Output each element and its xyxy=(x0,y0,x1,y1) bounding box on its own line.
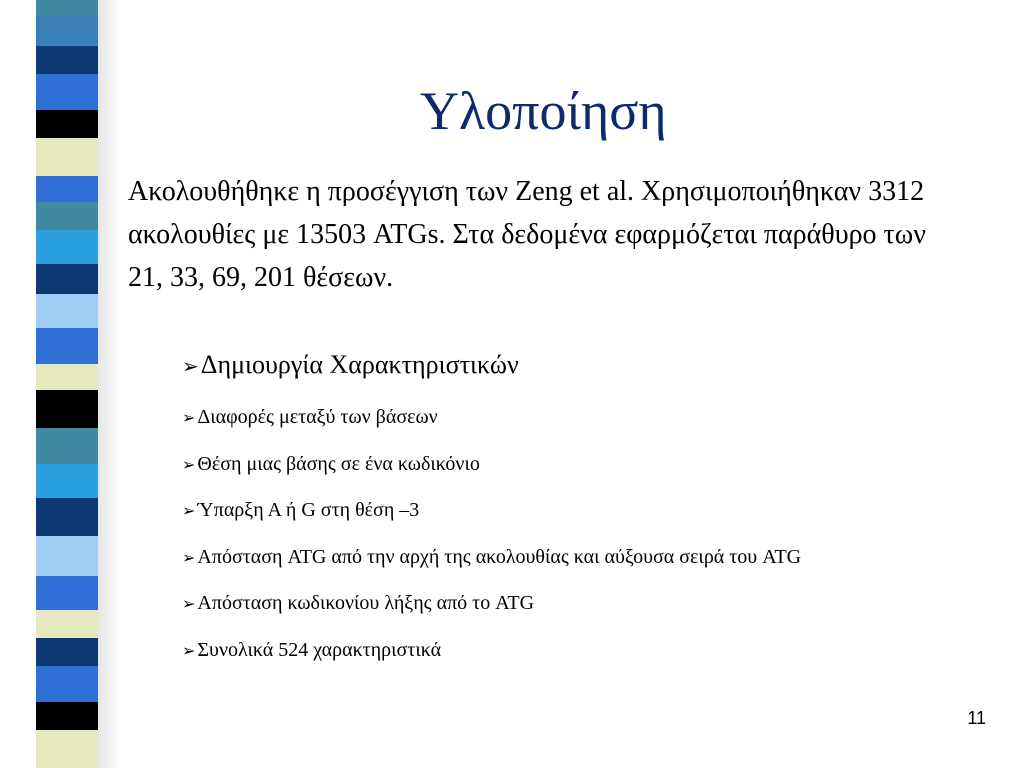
arrow-bullet-icon: ➢ xyxy=(182,354,199,378)
sub-bullet-text: Θέση μιας βάσης σε ένα κωδικόνιο xyxy=(197,452,480,475)
stripe-segment xyxy=(36,638,99,666)
stripe-segment xyxy=(36,0,99,16)
stripe-segment xyxy=(36,364,99,390)
arrow-bullet-icon: ➢ xyxy=(182,501,196,520)
slide-title: Υλοποίηση xyxy=(420,81,667,141)
intro-paragraph: Ακολουθήθηκε η προσέγγιση των Zeng et al. Χρησιμοποιήθηκαν 3312 ακολουθίες με 13503 ATGs. Στα δεδομένα εφαρμόζεται παράθυρο των 21, 33, 69, 201 θέσεων. xyxy=(128,176,926,293)
stripe-segment xyxy=(36,730,99,768)
arrow-bullet-icon: ➢ xyxy=(182,547,196,567)
stripe-segment xyxy=(36,498,99,536)
decorative-stripe-bar xyxy=(36,0,99,768)
sub-bullet-text: Απόσταση ATG από την αρχή της ακολουθίας και αύξουσα σειρά του ATG xyxy=(197,545,802,568)
sub-bullet xyxy=(182,453,1012,500)
sub-bullet-text: Συνολικά 524 χαρακτηριστικά xyxy=(197,638,442,661)
stripe-segment xyxy=(36,176,99,202)
stripe-segment xyxy=(36,536,99,576)
stripe-shadow xyxy=(98,0,120,768)
stripe-segment xyxy=(36,16,99,46)
stripe-segment xyxy=(36,610,99,638)
arrow-bullet-icon: ➢ xyxy=(182,408,196,427)
sub-bullet-text: Απόσταση κωδικονίου λήξης από το ATG xyxy=(197,592,535,614)
stripe-segment xyxy=(36,428,99,464)
stripe-segment xyxy=(36,230,99,264)
sub-bullet xyxy=(182,406,1012,453)
stripe-segment xyxy=(36,390,99,428)
sub-bullet-text: Διαφορές μεταξύ των βάσεων xyxy=(197,406,438,428)
page-number: 11 xyxy=(967,708,986,728)
sub-bullet xyxy=(182,499,1012,546)
stripe-segment xyxy=(36,110,99,138)
main-bullet xyxy=(182,350,1012,406)
stripe-segment xyxy=(36,202,99,230)
sub-bullet xyxy=(182,592,1012,639)
sub-bullet-text: Ύπαρξη Α ή G στη θέση –3 xyxy=(197,499,420,521)
stripe-segment xyxy=(36,464,99,498)
stripe-segment xyxy=(36,264,99,294)
bullet-list xyxy=(182,350,1012,685)
stripe-segment xyxy=(36,46,99,74)
stripe-segment xyxy=(36,576,99,610)
stripe-segment xyxy=(36,138,99,176)
arrow-bullet-icon: ➢ xyxy=(182,594,196,613)
stripe-segment xyxy=(36,666,99,702)
arrow-bullet-icon: ➢ xyxy=(182,640,196,660)
stripe-segment xyxy=(36,702,99,730)
arrow-bullet-icon: ➢ xyxy=(182,454,196,474)
sub-bullet xyxy=(182,546,1012,593)
stripe-segment xyxy=(36,74,99,110)
stripe-segment xyxy=(36,328,99,364)
stripe-segment xyxy=(36,294,99,328)
main-bullet-text: Δημιουργία Χαρακτηριστικών xyxy=(200,350,519,379)
sub-bullet xyxy=(182,639,1012,686)
